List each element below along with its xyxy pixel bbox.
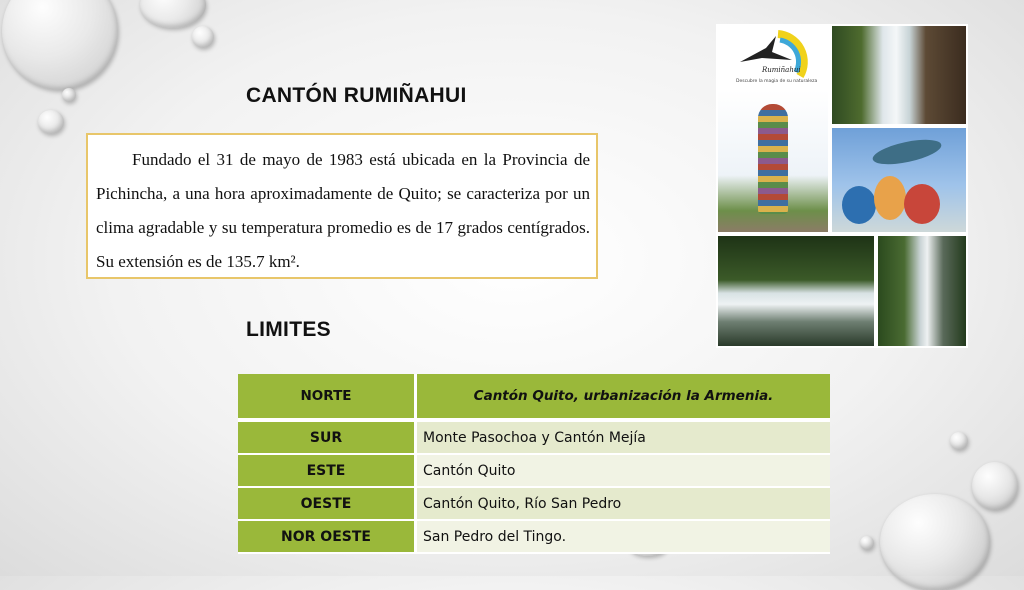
water-drop [62,88,76,102]
limit-value: Cantón Quito, Río San Pedro [416,487,831,520]
table-header-value: Cantón Quito, urbanización la Armenia. [416,374,831,418]
table-header-row [238,374,830,418]
water-drop [950,432,968,450]
water-drop [192,26,214,48]
water-drop [972,462,1018,510]
photo-collage [716,24,968,348]
page-title: CANTÓN RUMIÑAHUI [246,84,467,107]
logo-tagline: Descubre la magia de su naturaleza [736,79,818,84]
limit-direction: NOR OESTE [238,520,416,553]
limit-direction: SUR [238,422,416,454]
logo-name: Rumiñahui [762,66,801,74]
table-header-key: NORTE [238,374,416,418]
limit-value: San Pedro del Tingo. [416,520,831,553]
table-row [238,487,830,520]
table-row [238,422,830,454]
table-row [238,454,830,487]
table-row [238,520,830,553]
waterfall-photo [718,236,874,346]
monument-tower-photo [718,90,828,232]
water-drop [140,0,206,28]
limit-direction: OESTE [238,487,416,520]
limit-value: Monte Pasochoa y Cantón Mejía [416,422,831,454]
waterfall-photo [832,26,966,124]
waterfall-photo [878,236,966,346]
limit-value: Cantón Quito [416,454,831,487]
water-drop [860,536,874,550]
rumiñahui-logo [718,26,828,88]
water-drop [2,0,118,90]
limits-table [238,374,830,554]
hummingbird-monument-photo [832,128,966,232]
limits-heading: LIMITES [246,318,331,341]
water-drop [38,110,64,134]
limit-direction: ESTE [238,454,416,487]
description-box: Fundado el 31 de mayo de 1983 está ubicada en la Provincia de Pichincha, a una hora aproximadamente de Quito; se caracteriza por un clima agradable y su temperatura promedio es de 17 grados centígrados. Su extensión es de 135.7 km². [86,133,598,279]
